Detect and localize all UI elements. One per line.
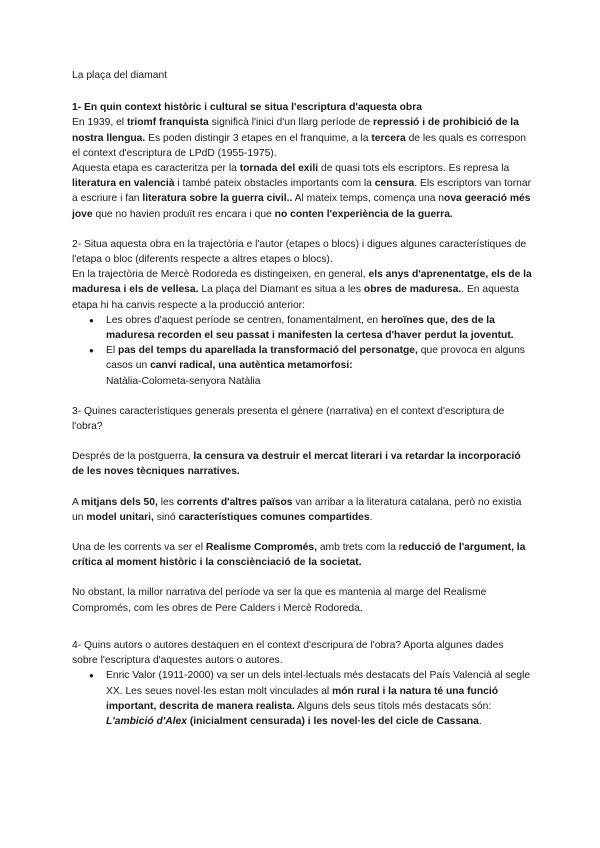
bullet-icon: ● [89, 315, 94, 325]
q1-heading: 1- En quin context històric i cultural se situa l'escriptura d'aquesta obra [72, 102, 422, 114]
q3-paragraph-1: Després de la postguerra, la censura va destruir el mercat literari i va retardar la incorporació de les noves tècniques narratives. [72, 451, 521, 478]
q2-bullet-list [72, 313, 532, 389]
q3-heading: 3- Quines característiques generals presenta el gènere (narrativa) en el context d'escriptura de l'obra? [72, 405, 505, 433]
document-page [72, 68, 532, 729]
q3-paragraph-4: No obstant, la millor narrativa del període va ser la que es mantenia al marge del Realisme Compromés, com les obres de Pere Calders i Mercè Rodoreda. [72, 587, 487, 614]
q3-paragraph-3: Una de les corrents va ser el Realisme Compromés, amb trets com la reducció de l'argument, la crítica al moment històric i la consciènciació de la societat. [72, 542, 526, 569]
list-item: ● El pas del temps du aparellada la transformació del personatge, que provoca en alguns casos un canvi radical, una autèntica metamorfosi: Natàlia-Colometa-senyora Natàlia [89, 345, 525, 387]
list-item: ● Les obres d'aquest període se centren, fonamentalment, en heroïnes que, des de la maduresa recorden el seu passat i manifesten la certesa d'haver perdut la joventut. [89, 314, 514, 342]
q4-bullet-list [72, 668, 532, 729]
list-item: ● Enric Valor (1911-2000) va ser un dels intel·lectuals més destacats del País Valencià al segle XX. Les seues novel·les estan molt vinculades al món rural i la natura té una funció important, descrita de manera realista. Alguns dels seus títols més destacats són: L'ambició d'Alex (inicialment censurada) i les novel·les del cicle de Cassana. [89, 670, 531, 727]
document-title: La plaça del diamant [72, 70, 168, 81]
bullet-icon: ● [89, 346, 94, 356]
q3-paragraph-2: A mitjans dels 50, les corrents d'altres països van arribar a la literatura catalana, però no existia un model unitari, sinó característiques comunes compartides. [72, 496, 522, 523]
bullet-icon: ● [89, 671, 94, 681]
q1-paragraph-1: En 1939, el triomf franquista significà l'inici d'un llarg període de repressió i de prohibició de la nostra llengua. Es poden distingir 3 etapes en el franquime, a la tercera de les quals es correspon el context d'escriptura de LPdD (1955-1975). [72, 117, 526, 159]
q1-paragraph-2: Aquesta etapa es caracteritza per la tornada del exili de quasi tots els escriptors. Es represa la literatura en valencià i també pateix obstacles importants com la censura. Els escriptors van tornar a escriure i fan literatura sobre la guerra civil.. Al mateix temps, comença una nova geeració més jove que no havien produït res encara i que no conten l'experiència de la guerra. [72, 163, 532, 220]
q4-heading: 4- Quins autors o autores destaquen en el context d'escripura de l'obra? Aporta algunes dades sobre l'escriptura d'aquestes autors o autores. [72, 639, 504, 667]
q2-heading: 2- Situa aquesta obra en la trajectòria e l'autor (etapes o blocs) i digues algunes característiques de l'etapa o bloc (diferents respecte a altres etapes o blocs). [72, 238, 527, 266]
q2-paragraph-1: En la trajectòria de Mercè Rodoreda es distingeixen, en general, els anys d'aprenentatge, els de la maduresa i els de vellesa. La plaça del Diamant es situa a les obres de maduresa.. En aquesta etapa hi ha canvis respecte a la producció anterior: [72, 269, 532, 311]
